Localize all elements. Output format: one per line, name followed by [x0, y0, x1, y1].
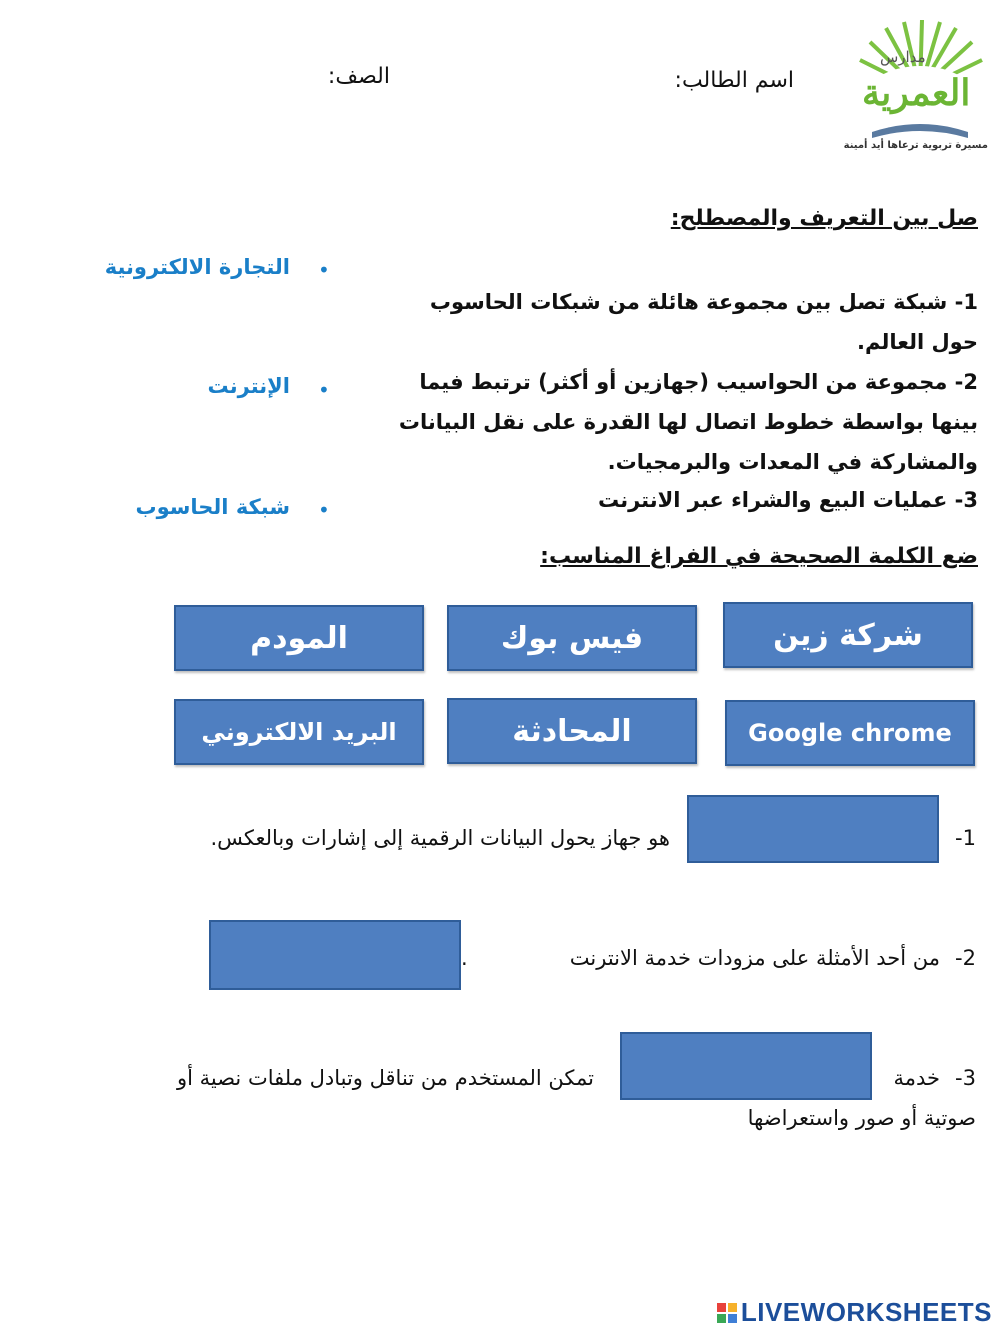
answer-drop-3[interactable] [620, 1032, 872, 1100]
definition-line: بينها بواسطة خطوط اتصال لها القدرة على نقل البيانات [398, 410, 978, 434]
question-3-number: 3- [955, 1066, 976, 1090]
logo-motto: مسيرة تربوية ترعاها أيد أمينة [843, 140, 988, 151]
definition-number: 3- [954, 488, 978, 512]
section2-title: ضع الكلمة الصحيحة في الفراغ المناسب: [540, 544, 978, 569]
definition-line: والمشاركة في المعدات والبرمجيات. [607, 450, 978, 474]
liveworksheets-logo-icon [717, 1303, 737, 1323]
term-computer-network[interactable]: شبكة الحاسوب [135, 495, 290, 519]
logo-top-text: مدارس [880, 48, 926, 66]
liveworksheets-brand [717, 1297, 992, 1328]
bullet-icon: • [318, 378, 330, 402]
definition-1[interactable] [430, 282, 978, 362]
definition-line: حول العالم. [857, 330, 978, 354]
section1-title: صل بين التعريف والمصطلح: [670, 206, 978, 231]
question-1-text: هو جهاز يحول البيانات الرقمية إلى إشارات وبالعكس. [210, 826, 670, 850]
definition-3[interactable] [598, 480, 978, 520]
question-3-text-line2: صوتية أو صور واستعراضها [747, 1106, 976, 1130]
word-chip-modem[interactable]: المودم [174, 605, 424, 671]
definition-2[interactable] [399, 362, 978, 482]
word-chip-chat[interactable]: المحادثة [447, 698, 697, 764]
term-internet[interactable]: الإنترنت [207, 374, 290, 398]
answer-drop-1[interactable] [687, 795, 939, 863]
word-chip-email[interactable]: البريد الالكتروني [174, 699, 424, 765]
word-chip-facebook[interactable]: فيس بوك [447, 605, 697, 671]
answer-drop-2[interactable] [209, 920, 461, 990]
definition-number: 2- [954, 370, 978, 394]
question-3-text: تمكن المستخدم من تناقل وتبادل ملفات نصية أو [176, 1066, 594, 1090]
question-3-prefix: خدمة [893, 1066, 940, 1090]
definition-line: شبكة تصل بين مجموعة هائلة من شبكات الحاسوب [429, 290, 948, 314]
word-chip-zain[interactable]: شركة زين [723, 602, 973, 668]
word-chip-google-chrome[interactable]: Google chrome [725, 700, 975, 766]
question-2-dot: . [461, 946, 468, 970]
term-ecommerce[interactable]: التجارة الالكترونية [104, 255, 290, 279]
question-1-number: 1- [955, 826, 976, 850]
bullet-icon: • [318, 498, 330, 522]
question-2-text: من أحد الأمثلة على مزودات خدمة الانترنت [569, 946, 940, 970]
logo-name: العمرية [862, 72, 971, 114]
definition-line: عمليات البيع والشراء عبر الانترنت [598, 488, 948, 512]
class-label: الصف: [327, 64, 390, 89]
school-logo [843, 20, 988, 160]
question-2-number: 2- [955, 946, 976, 970]
definition-number: 1- [954, 290, 978, 314]
brand-text: LIVEWORKSHEETS [740, 1297, 992, 1327]
definition-line: مجموعة من الحواسيب (جهازين أو أكثر) ترتبط فيما [419, 370, 948, 394]
student-name-label: اسم الطالب: [674, 68, 794, 93]
bullet-icon: • [318, 258, 330, 282]
